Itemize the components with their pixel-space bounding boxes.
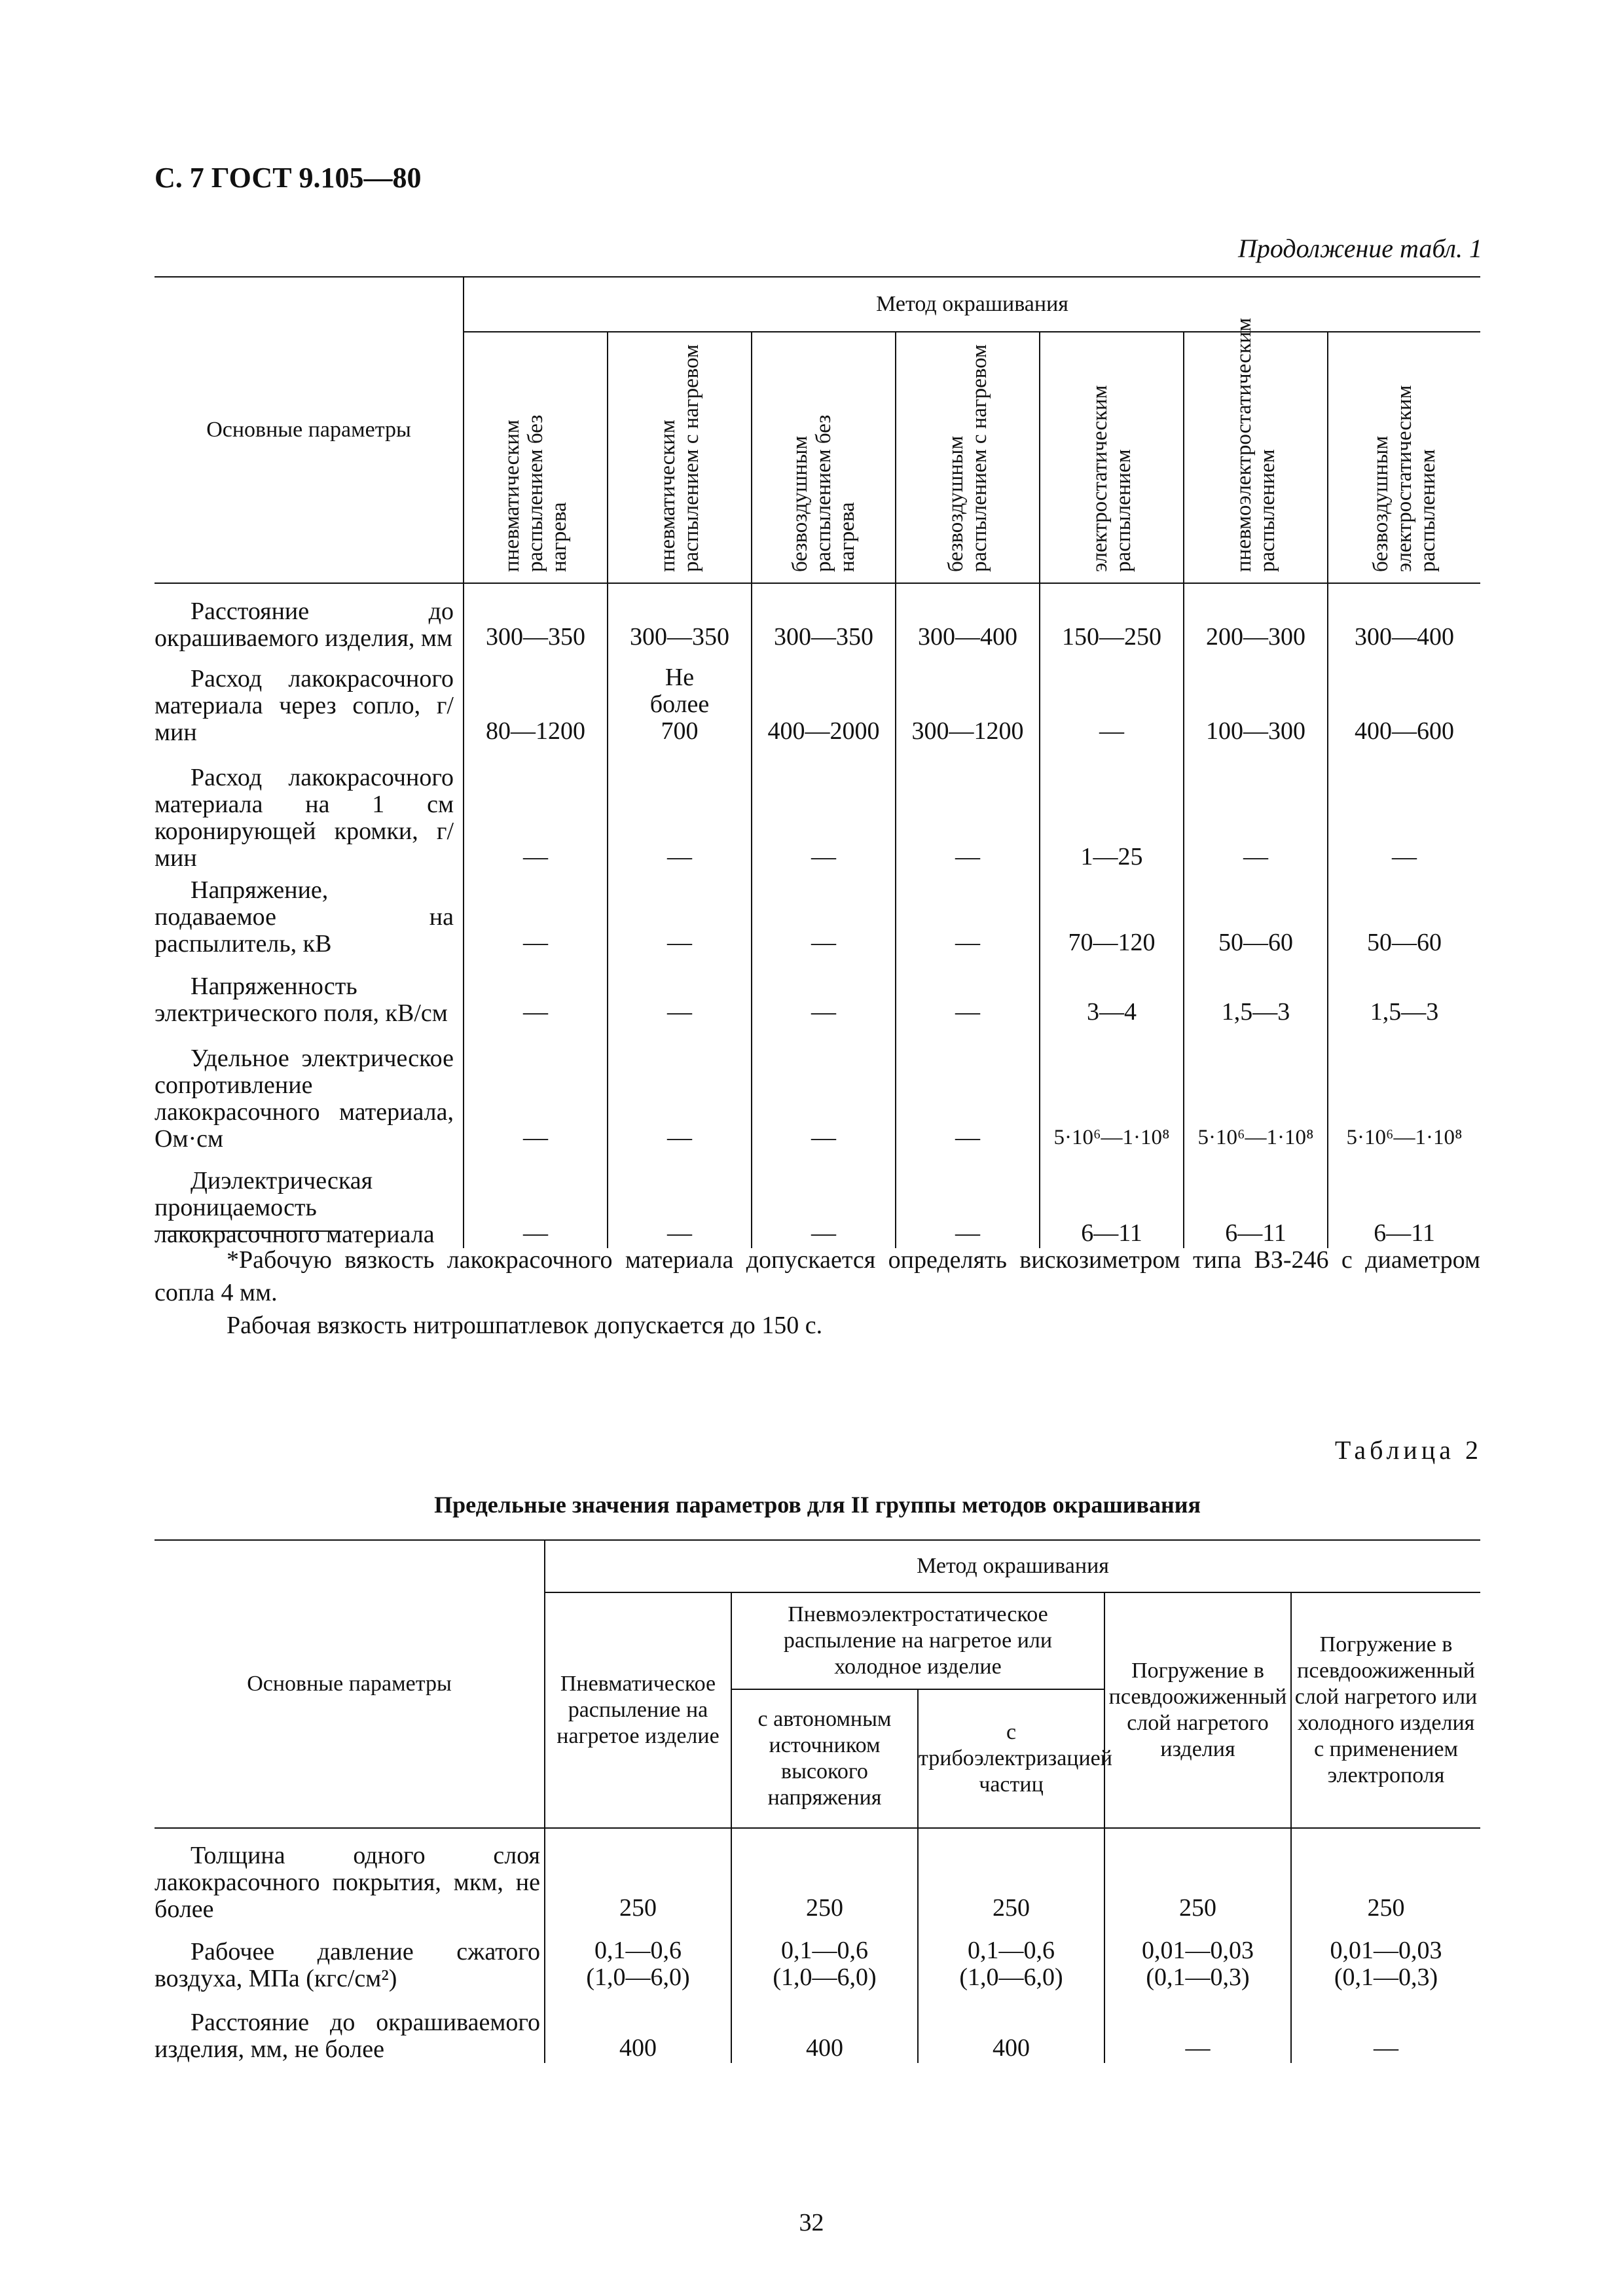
page-header: С. 7 ГОСТ 9.105—80 (155, 162, 422, 194)
page-number: 32 (799, 2209, 824, 2236)
table-1 (155, 276, 1480, 1248)
table-row: Напряженность электрического поля, кВ/см — — — — 3—4 1,5—3 1,5—3 (155, 958, 1480, 1027)
table-row: Диэлектрическая проницаемость лакокрасочного материала — — — — 6—11 6—11 6—11 (155, 1153, 1480, 1248)
footnote-rule (155, 1230, 342, 1232)
footnote-1: *Рабочую вязкость лакокрасочного материала допускается определять вискозиметром типа ВЗ-246 с диаметром сопла 4 мм. (155, 1246, 1480, 1306)
table-1-group-header: Метод окрашивания (464, 277, 1480, 332)
table-row: Рабочее давление сжатого воздуха, МПа (кгс/см²) 0,1—0,6 (1,0—6,0) 0,1—0,6 (1,0—6,0) 0,1—0,6 (1,0—6,0) 0,01—0,03 (0,1—0,3) 0,01—0,03 (0,1—0,3) (155, 1923, 1480, 1992)
table-2-col-pes-tribo: с трибоэлектризацией частиц (918, 1689, 1104, 1828)
table-row: Расход лакокрасочного материала на 1 см коронирующей кромки, г/мин — — — — 1—25 — — (155, 746, 1480, 872)
table-row: Расстояние до окрашиваемого изделия, мм 300—350 300—350 300—350 300—400 150—250 200—300 300—400 (155, 583, 1480, 652)
table-row: Напряжение, подаваемое на распылитель, кВ — — — — 70—120 50—60 50—60 (155, 872, 1480, 958)
table-row: Удельное электрическое сопротивление лакокрасочного материала, Ом·см — — — — 5·10⁶—1·10⁸ 5·10⁶—1·10⁸ 5·10⁶—1·10⁸ (155, 1027, 1480, 1153)
table-2-param-header: Основные параметры (155, 1540, 545, 1828)
table-2-col-pes-group: Пневмоэлектростатическое распыление на нагретое или холодное изделие (731, 1592, 1104, 1689)
table-1-col-header: безвоздушным распылением без нагрева (752, 332, 896, 583)
table-1-col-header: пневматическим распылением с нагревом (608, 332, 752, 583)
table-2-group-header: Метод окрашивания (545, 1540, 1480, 1592)
footnotes (155, 1244, 1480, 1342)
table-1-param-header: Основные параметры (155, 277, 464, 583)
table-row: Расстояние до окрашиваемого изделия, мм, не более 400 400 400 — — (155, 1992, 1480, 2063)
table-1-col-header: безвоздушным распылением с нагревом (896, 332, 1040, 583)
table-2-label: Таблица 2 (1334, 1435, 1482, 1465)
table-1-col-header: безвоздушным электростатическим распылением (1328, 332, 1480, 583)
table-2-col-pes-auto: с автономным источником высокого напряжения (731, 1689, 918, 1828)
table-continuation-note: Продолжение табл. 1 (1237, 234, 1482, 263)
table-2 (155, 1539, 1480, 2063)
table-2-col-fluid-field: Погружение в псевдоожиженный слой нагретого или холодного изделия с применением электрополя (1291, 1592, 1480, 1828)
footnote-2: Рабочая вязкость нитрошпатлевок допускается до 150 с. (227, 1312, 823, 1339)
table-1-col-header: пневматическим распылением без нагрева (464, 332, 608, 583)
table-row: Расход лакокрасочного материала через сопло, г/мин 80—1200 Не более 700 400—2000 300—1200 — 100—300 400—600 (155, 652, 1480, 746)
table-2-col-pneumatic: Пневматическое распыление на нагретое изделие (545, 1592, 731, 1828)
table-row: Толщина одного слоя лакокрасочного покрытия, мкм, не более 250 250 250 250 250 (155, 1828, 1480, 1923)
table-2-title: Предельные значения параметров для II группы методов окрашивания (434, 1492, 1201, 1518)
table-2-col-fluid: Погружение в псевдоожиженный слой нагретого изделия (1104, 1592, 1291, 1828)
table-1-col-header: пневмоэлектростатическим распылением (1184, 332, 1328, 583)
table-1-col-header: электростатическим распылением (1040, 332, 1184, 583)
